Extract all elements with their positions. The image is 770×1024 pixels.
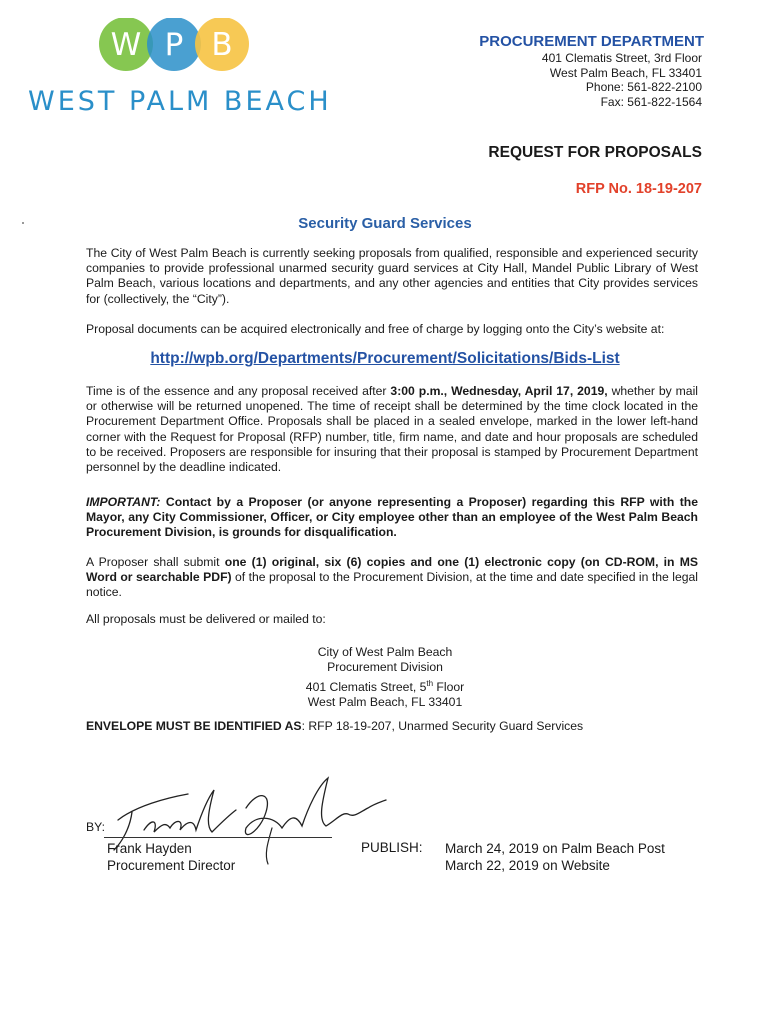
- subject-heading: Security Guard Services: [298, 215, 472, 232]
- mailing-address: [0, 645, 770, 711]
- submit-paragraph: [86, 555, 698, 601]
- mailing-line: City of West Palm Beach: [317, 645, 453, 659]
- address-line: West Palm Beach, FL 33401: [549, 65, 702, 80]
- envelope-identification: [86, 719, 583, 733]
- department-address: [542, 51, 702, 109]
- wpb-logo: [96, 18, 256, 86]
- department-name: PROCUREMENT DEPARTMENT: [479, 33, 704, 50]
- scan-speck: [22, 222, 24, 224]
- publish-dates: [445, 840, 665, 874]
- mailing-line: West Palm Beach, FL 33401: [307, 695, 463, 710]
- document-title: REQUEST FOR PROPOSALS: [488, 144, 702, 161]
- logo-city-name: WEST PALM BEACH: [28, 86, 332, 117]
- logo-letter-b: B: [211, 27, 233, 63]
- phone-line: Phone: 561-822-2100: [585, 80, 702, 94]
- address-line: 401 Clematis Street, 3rd Floor: [541, 51, 702, 65]
- deadline-time: 3:00 p.m., Wednesday, April 17, 2019,: [390, 384, 608, 398]
- logo-letter-w: W: [110, 27, 142, 63]
- important-label: IMPORTANT:: [86, 495, 161, 509]
- publish-date-newspaper: March 24, 2019 on Palm Beach Post: [445, 841, 665, 856]
- logo-letter-p: P: [164, 27, 184, 63]
- deadline-text-c: whether by mail or otherwise will be returned unopened. The time of receipt shall be determined by the time clock located in the Procurement Department Office. Proposals shall be placed in a sealed envelope, marked in the lower left-hand corner with the Request for Proposal (RFP) number, title, firm name, and date and hour proposals are scheduled to be received. Proposers are responsible for insuring that their proposal is stamped by Procurement Department personnel by the deadline indicated.: [86, 384, 699, 475]
- publish-label: PUBLISH:: [361, 840, 423, 855]
- deadline-text-a: Time is of the essence and any proposal received after: [86, 384, 391, 398]
- signer-role: Procurement Director: [107, 858, 236, 873]
- signer-block: [107, 840, 235, 874]
- submit-text-c: of the proposal to the Procurement Division, at the time and date specified in the legal notice.: [86, 570, 698, 600]
- publish-date-website: March 22, 2019 on Website: [445, 858, 610, 873]
- mailing-line: [0, 676, 770, 695]
- submit-text-a: A Proposer shall submit: [86, 555, 225, 569]
- fax-line: Fax: 561-822-1564: [600, 94, 702, 109]
- signer-name: Frank Hayden: [107, 841, 192, 856]
- deadline-paragraph: [86, 384, 698, 475]
- acquire-paragraph: Proposal documents can be acquired electronically and free of charge by logging onto the City’s website at:: [86, 322, 665, 336]
- rfp-number: RFP No. 18-19-207: [575, 181, 702, 197]
- intro-paragraph: The City of West Palm Beach is currently seeking proposals from qualified, responsible and experienced security companies to provide professional unarmed security guard services at City Hall, Mandel Public Library of West Palm Beach, various locations and departments, and any other agencies and entities that City provides services for (collectively, the “City”).: [86, 246, 698, 306]
- signature-line: [104, 837, 332, 838]
- envelope-label: ENVELOPE MUST BE IDENTIFIED AS: [86, 719, 302, 733]
- by-label: BY:: [86, 820, 105, 834]
- solicitations-link[interactable]: http://wpb.org/Departments/Procurement/Solicitations/Bids-List: [150, 350, 620, 367]
- floor-text: Floor: [433, 679, 465, 694]
- mailing-line: Procurement Division: [327, 660, 443, 675]
- ordinal-suffix: th: [426, 678, 434, 688]
- submit-copies: one (1) original, six (6) copies and one (1) electronic copy (on CD-ROM, in MS Word or searchable PDF): [86, 555, 698, 585]
- important-paragraph: [86, 495, 698, 541]
- important-text: Contact by a Proposer (or anyone representing a Proposer) regarding this RFP with the Mayor, any City Commissioner, Officer, or City employee other than an employee of the West Palm Beach Procurement Division, is grounds for disqualification.: [86, 495, 698, 540]
- street-text: 401 Clematis Street, 5: [305, 679, 427, 694]
- envelope-text: : RFP 18-19-207, Unarmed Security Guard Services: [301, 719, 584, 733]
- delivered-paragraph: All proposals must be delivered or mailed to:: [86, 612, 326, 626]
